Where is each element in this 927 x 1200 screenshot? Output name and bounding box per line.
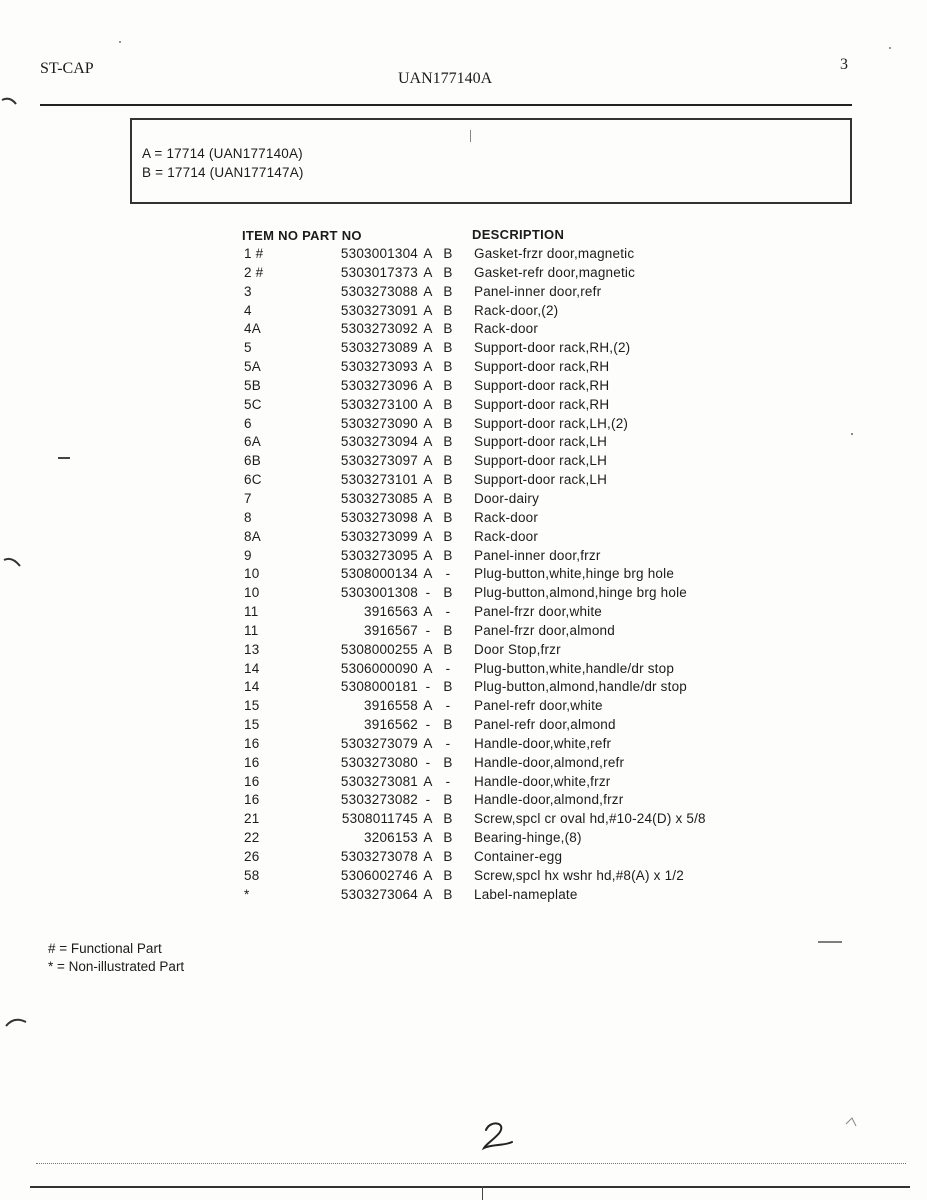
part-description: Panel-inner door,refr <box>474 283 602 299</box>
model-a-flag: A <box>423 830 433 846</box>
model-a-flag: A <box>423 735 433 751</box>
part-number: 5303273090 <box>340 415 418 431</box>
part-number: 5308000255 <box>340 641 418 657</box>
model-a-flag: A <box>423 641 433 657</box>
part-number: 5303273079 <box>340 735 418 751</box>
part-description: Plug-button,almond,hinge brg hole <box>474 585 687 601</box>
part-number: 3206153 <box>364 830 418 846</box>
model-b-flag: B <box>443 641 453 657</box>
part-description: Handle-door,white,refr <box>474 735 612 751</box>
part-item-number: 4 <box>244 302 252 318</box>
model-b-flag: B <box>443 434 453 450</box>
part-number: 5303001308 <box>340 585 418 601</box>
part-item-number: 13 <box>244 641 260 657</box>
part-description: Screw,spcl hx wshr hd,#8(A) x 1/2 <box>474 867 684 883</box>
part-description: Support-door rack,RH <box>474 377 610 393</box>
part-description: Panel-frzr door,almond <box>474 622 615 638</box>
model-a-flag: A <box>423 886 433 902</box>
part-description: Bearing-hinge,(8) <box>474 830 582 846</box>
part-item-number: 14 <box>244 679 260 695</box>
part-number: 3916567 <box>364 622 418 638</box>
part-description: Gasket-refr door,magnetic <box>474 264 636 280</box>
part-description: Support-door rack,RH <box>474 359 610 375</box>
part-item-number: 4A <box>244 321 261 337</box>
part-description: Support-door rack,RH <box>474 396 610 412</box>
part-item-number: 5A <box>244 359 261 375</box>
model-b-flag: B <box>443 679 453 695</box>
model-b-flag: B <box>443 377 453 393</box>
legend-functional: # = Functional Part <box>48 941 162 956</box>
part-description: Plug-button,almond,handle/dr stop <box>474 679 687 695</box>
part-number: 5303273100 <box>340 396 418 412</box>
model-a-flag: A <box>423 472 433 488</box>
model-a-flag: A <box>423 321 433 337</box>
part-description: Gasket-frzr door,magnetic <box>474 246 635 261</box>
part-item-number: 11 <box>244 622 259 638</box>
part-description: Support-door rack,LH <box>474 434 608 450</box>
part-item-number: 1 # <box>244 246 264 261</box>
part-number: 3916563 <box>364 604 418 620</box>
part-description: Panel-refr door,almond <box>474 717 616 733</box>
model-a-flag: - <box>425 754 431 770</box>
part-number: 5308000181 <box>340 679 418 695</box>
model-b-flag: B <box>443 490 453 506</box>
model-b-flag: B <box>443 453 453 469</box>
model-b-flag: B <box>443 849 453 864</box>
part-number: 3916558 <box>364 698 418 714</box>
part-description: Door Stop,frzr <box>474 641 561 657</box>
part-number: 5303273098 <box>340 509 418 525</box>
part-item-number: 10 <box>244 585 260 601</box>
model-a-flag: A <box>423 509 433 525</box>
model-b-flag: B <box>443 246 453 261</box>
model-b-flag: - <box>445 566 451 582</box>
part-number: 5303273088 <box>340 283 418 299</box>
part-item-number: 8A <box>244 528 261 544</box>
page-number: 3 <box>840 56 848 73</box>
part-number: 5303001304 <box>340 246 418 261</box>
part-number: 5303273085 <box>340 490 418 506</box>
part-description: Rack-door <box>474 321 539 337</box>
model-a-flag: A <box>423 434 433 450</box>
part-item-number: 5 <box>244 340 252 356</box>
part-item-number: 9 <box>244 547 252 563</box>
model-b-flag: B <box>443 830 453 846</box>
part-number: 5303273099 <box>340 528 418 544</box>
model-b-flag: B <box>443 509 453 525</box>
model-b-flag: - <box>445 698 451 714</box>
model-a-flag: - <box>425 585 431 601</box>
model-a-flag: A <box>423 302 433 318</box>
model-a-flag: A <box>423 528 433 544</box>
part-item-number: 2 # <box>244 264 264 280</box>
part-description: Rack-door <box>474 509 539 525</box>
part-number: 5303273078 <box>340 849 418 864</box>
part-description: Door-dairy <box>474 490 540 506</box>
part-item-number: 22 <box>244 830 260 846</box>
model-b-flag: - <box>445 660 451 676</box>
model-a-flag: A <box>423 246 433 261</box>
part-description: Handle-door,white,frzr <box>474 773 611 789</box>
part-item-number: 3 <box>244 283 252 299</box>
part-item-number: 16 <box>244 773 260 789</box>
model-a-flag: A <box>423 849 433 864</box>
part-description: Handle-door,almond,frzr <box>474 792 624 808</box>
part-item-number: 10 <box>244 566 260 582</box>
model-b-flag: B <box>443 340 453 356</box>
part-description: Panel-frzr door,white <box>474 604 603 620</box>
model-a-flag: A <box>423 698 433 714</box>
part-description: Panel-refr door,white <box>474 698 603 714</box>
part-item-number: 15 <box>244 698 260 714</box>
model-a-flag: A <box>423 867 433 883</box>
legend-non-illustrated: * = Non-illustrated Part <box>48 959 185 974</box>
part-item-number: 6C <box>244 472 262 488</box>
model-a-flag: A <box>423 660 433 676</box>
part-description: Rack-door,(2) <box>474 302 559 318</box>
part-number: 5308000134 <box>340 566 418 582</box>
part-number: 5303273095 <box>340 547 418 563</box>
part-number: 5303273101 <box>340 472 418 488</box>
header-left-code: ST-CAP <box>40 60 94 77</box>
part-item-number: 16 <box>244 792 260 808</box>
part-number: 5303273093 <box>340 359 418 375</box>
model-b-flag: B <box>443 622 453 638</box>
model-b-flag: B <box>443 585 453 601</box>
part-item-number: 7 <box>244 490 252 506</box>
part-item-number: 15 <box>244 717 260 733</box>
part-description: Support-door rack,RH,(2) <box>474 340 631 356</box>
part-description: Container-egg <box>474 849 563 864</box>
model-b-flag: - <box>445 604 451 620</box>
model-b-flag: B <box>443 415 453 431</box>
part-description: Plug-button,white,hinge brg hole <box>474 566 675 582</box>
model-a-flag: A <box>423 604 433 620</box>
header-description: DESCRIPTION <box>472 227 565 242</box>
model-b-flag: B <box>443 754 453 770</box>
part-description: Handle-door,almond,refr <box>474 754 625 770</box>
part-number: 5303273097 <box>340 453 418 469</box>
part-description: Panel-inner door,frzr <box>474 547 601 563</box>
part-item-number: 6 <box>244 415 252 431</box>
model-b-flag: B <box>443 811 453 827</box>
model-a-flag: - <box>425 717 431 733</box>
model-a-flag: - <box>425 679 431 695</box>
model-a-flag: A <box>423 396 433 412</box>
part-number: 3916562 <box>364 717 418 733</box>
model-b-flag: B <box>443 264 453 280</box>
header-item-part: ITEM NO PART NO <box>242 228 362 243</box>
model-a-flag: A <box>423 283 433 299</box>
model-b-flag: - <box>445 773 451 789</box>
part-item-number: 16 <box>244 754 260 770</box>
model-b-flag: - <box>445 735 451 751</box>
model-b-flag: B <box>443 792 453 808</box>
part-item-number: 16 <box>244 735 260 751</box>
model-b-flag: B <box>443 302 453 318</box>
part-item-number: 14 <box>244 660 260 676</box>
model-b-flag: B <box>443 283 453 299</box>
model-a-flag: A <box>423 547 433 563</box>
part-number: 5303273080 <box>340 754 418 770</box>
part-item-number: 58 <box>244 867 260 883</box>
part-item-number: 11 <box>244 604 259 620</box>
part-item-number: 21 <box>244 811 260 827</box>
model-b-flag: B <box>443 396 453 412</box>
model-a-flag: A <box>423 359 433 375</box>
part-description: Support-door rack,LH,(2) <box>474 415 629 431</box>
model-b-flag: B <box>443 867 453 883</box>
part-item-number: 26 <box>244 849 260 864</box>
model-b-flag: B <box>443 547 453 563</box>
model-b-flag: B <box>443 886 453 902</box>
model-b-line: B = 17714 (UAN177147A) <box>142 165 304 180</box>
part-number: 5303017373 <box>340 264 418 280</box>
part-number: 5303273092 <box>340 321 418 337</box>
part-number: 5308011745 <box>341 811 418 827</box>
part-number: 5303273094 <box>340 434 418 450</box>
model-a-line: A = 17714 (UAN177140A) <box>142 146 303 161</box>
part-number: 5303273091 <box>340 302 418 318</box>
model-a-flag: A <box>423 566 433 582</box>
model-a-flag: A <box>423 264 433 280</box>
part-number: 5303273081 <box>340 773 418 789</box>
part-description: Rack-door <box>474 528 539 544</box>
model-b-flag: B <box>443 472 453 488</box>
part-number: 5303273096 <box>340 377 418 393</box>
part-description: Plug-button,white,handle/dr stop <box>474 660 675 676</box>
part-description: Label-nameplate <box>474 886 578 902</box>
model-a-flag: A <box>423 490 433 506</box>
part-number: 5303273082 <box>340 792 418 808</box>
part-description: Screw,spcl cr oval hd,#10-24(D) x 5/8 <box>474 811 706 827</box>
part-description: Support-door rack,LH <box>474 472 608 488</box>
part-description: Support-door rack,LH <box>474 453 608 469</box>
part-number: 5303273064 <box>340 886 418 902</box>
part-number: 5303273089 <box>340 340 418 356</box>
model-b-flag: B <box>443 359 453 375</box>
model-a-flag: A <box>423 340 433 356</box>
part-number: 5306002746 <box>340 867 418 883</box>
model-a-flag: A <box>423 773 433 789</box>
model-a-flag: A <box>423 415 433 431</box>
part-item-number: 8 <box>244 509 252 525</box>
header-model-number: UAN177140A <box>398 70 493 87</box>
model-b-flag: B <box>443 528 453 544</box>
part-number: 5306000090 <box>340 660 418 676</box>
part-item-number: 6B <box>244 453 261 469</box>
model-a-flag: - <box>425 792 431 808</box>
model-a-flag: A <box>423 377 433 393</box>
part-item-number: 6A <box>244 434 261 450</box>
part-item-number: 5C <box>244 396 262 412</box>
model-b-flag: B <box>443 717 453 733</box>
part-item-number: 5B <box>244 377 261 393</box>
part-item-number: * <box>244 886 250 902</box>
model-b-flag: B <box>443 321 453 337</box>
model-a-flag: A <box>423 811 433 827</box>
model-a-flag: A <box>423 453 433 469</box>
model-a-flag: - <box>425 622 431 638</box>
